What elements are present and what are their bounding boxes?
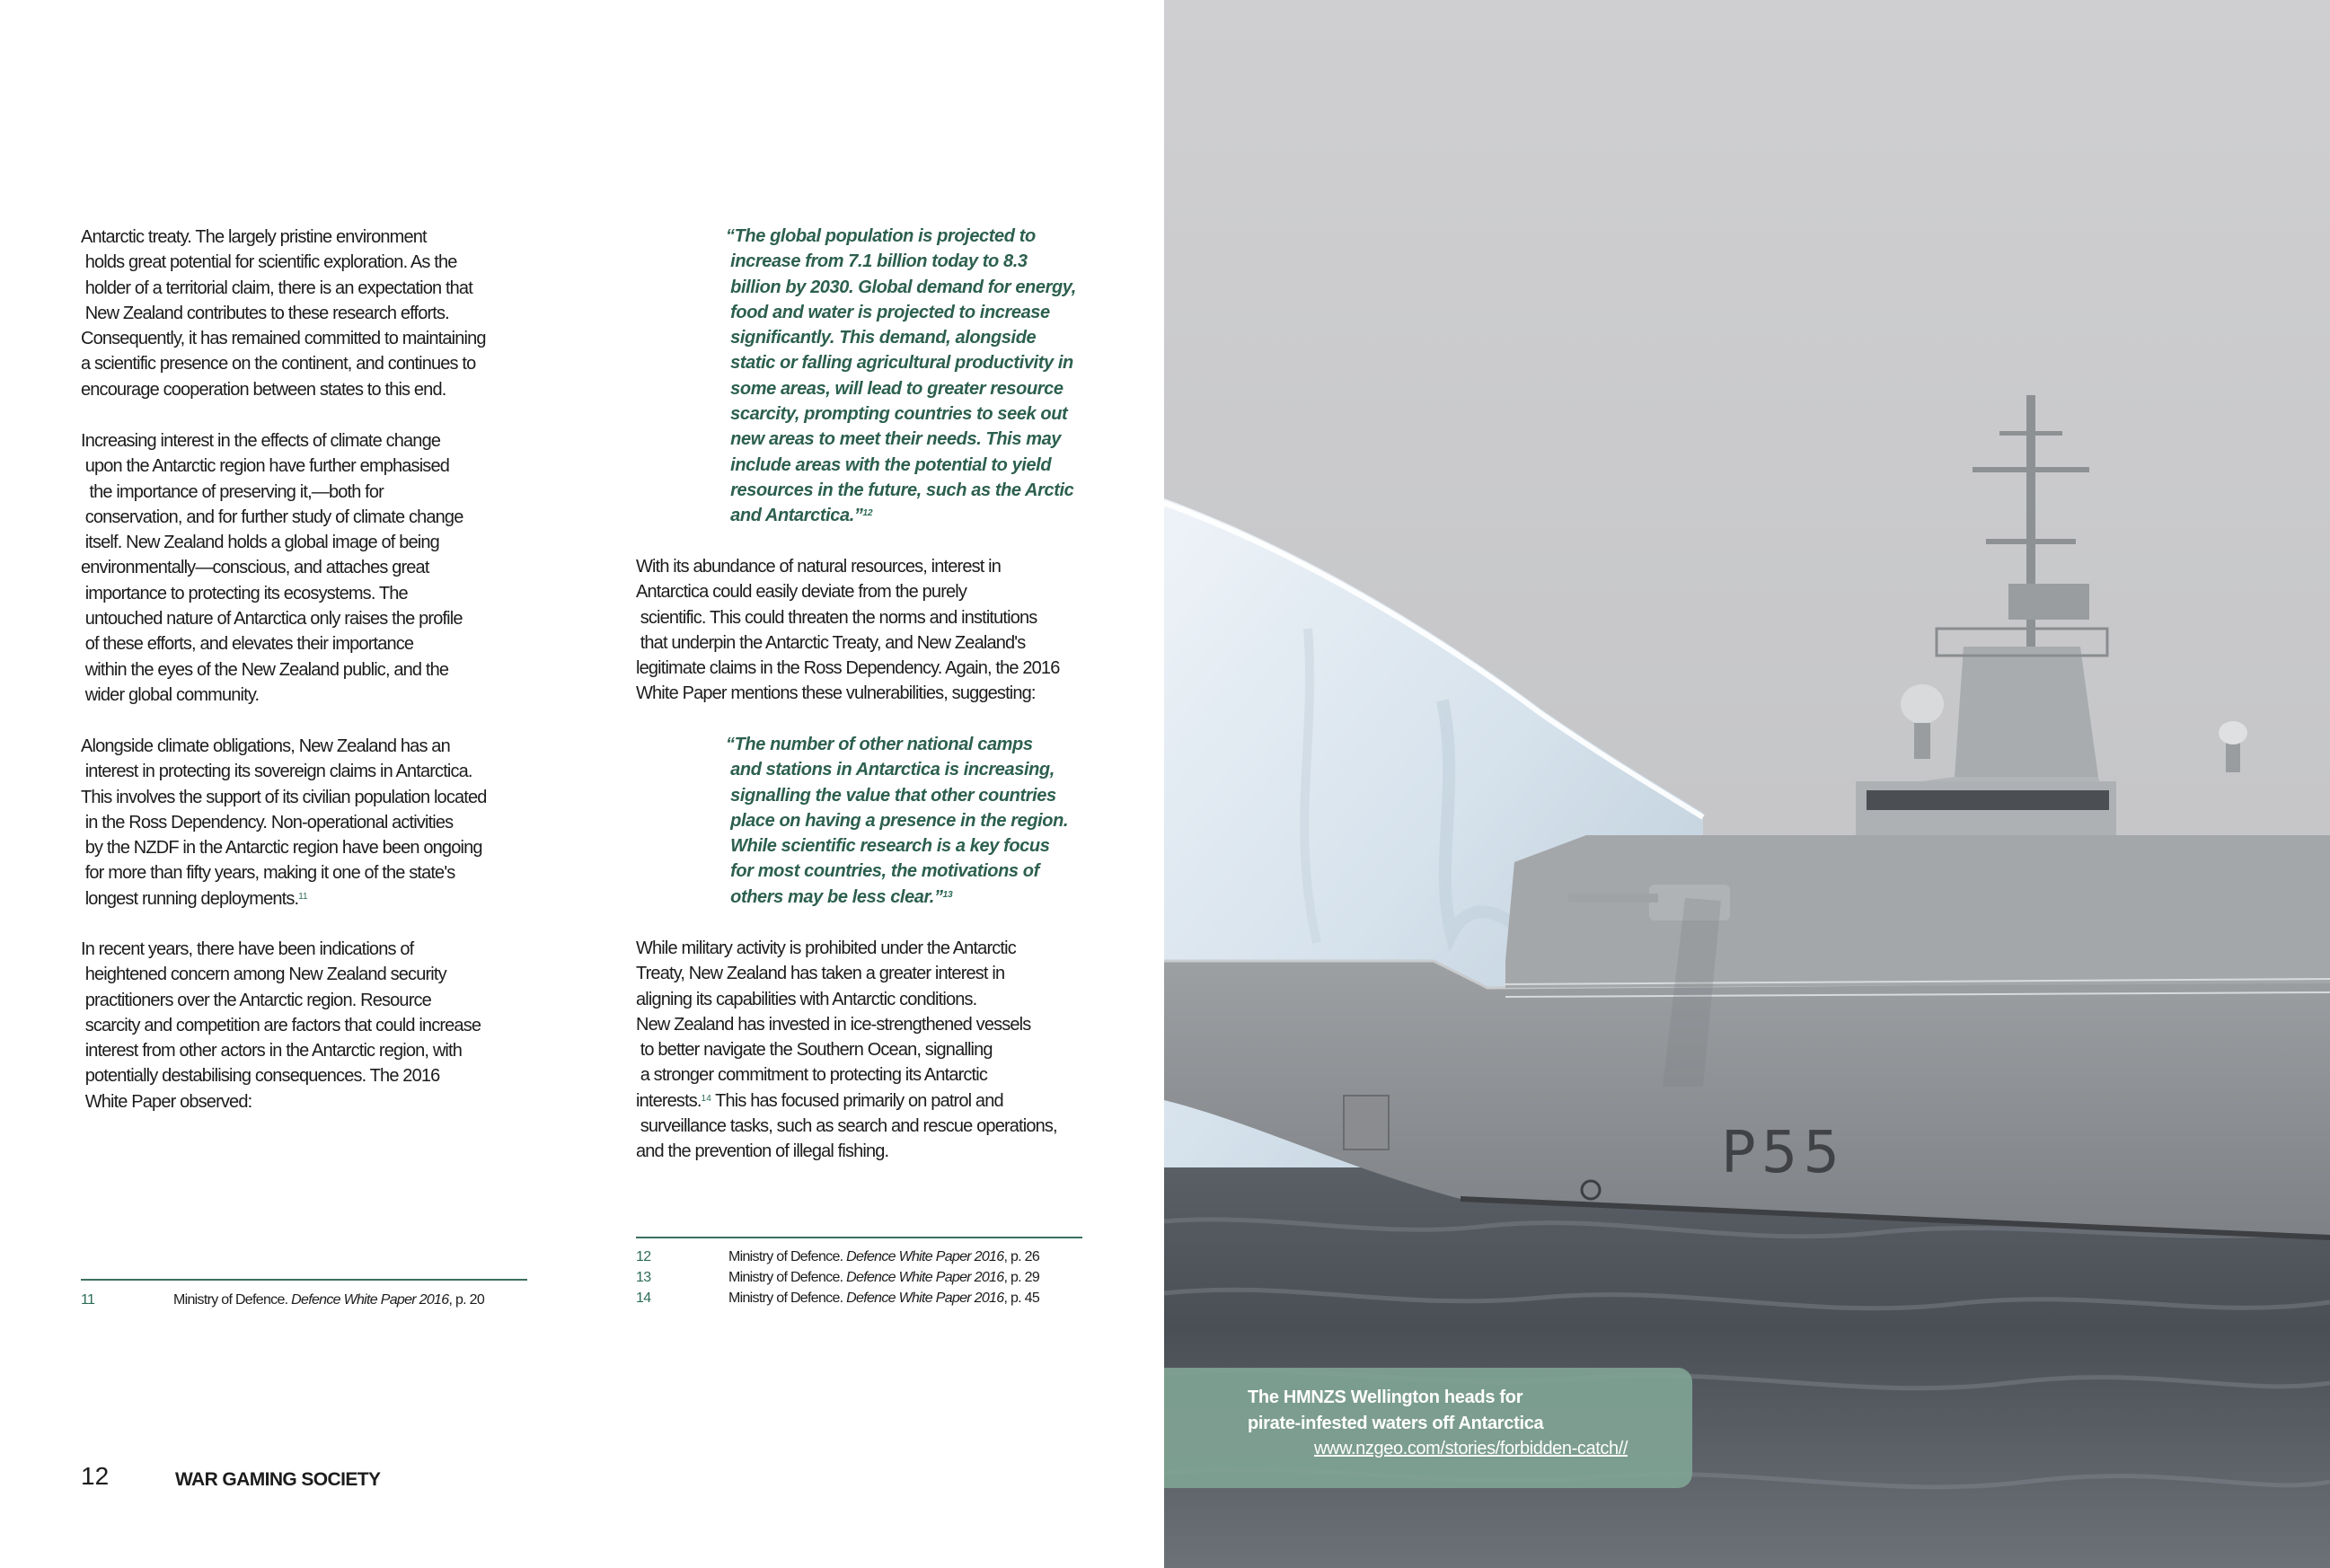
paragraph-3: [81, 734, 487, 912]
paragraph-6: [636, 936, 1057, 1165]
publication-name: WAR GAMING SOCIETY: [175, 1469, 381, 1490]
paragraph-1: Antarctic treaty. The largely pristine environment holds great potential for scientific exploration. As the holder of a territorial claim, there is an expectation that New Zealand contributes to these research efforts. Consequently, it has remained committed to maintaining a scientific presence on the continent, and continues to encourage cooperation between states to this end.: [81, 227, 486, 400]
footnote-ref-13[interactable]: 13: [942, 889, 953, 900]
footnote-number: 11: [81, 1292, 95, 1308]
footnote-number: 12: [636, 1249, 651, 1264]
pull-quote-2: [726, 732, 1068, 910]
footnote-11: [81, 1291, 527, 1310]
footnote-number: 14: [636, 1291, 651, 1306]
footnote-ref-11[interactable]: 11: [298, 891, 308, 902]
footnote-text: Ministry of Defence. Defence White Paper 2016, p. 20: [173, 1292, 485, 1308]
caption-link[interactable]: www.nzgeo.com/stories/forbidden-catch//: [1314, 1439, 1628, 1458]
paragraph-4: In recent years, there have been indications of heightened concern among New Zealand security practitioners over the Antarctic region. Resource scarcity and competition are factors that could increase interest from other actors in the Antarctic region, with potentially destabilising consequences. The 2016 White Paper observed:: [81, 939, 481, 1112]
paragraph-2: Increasing interest in the effects of climate change upon the Antarctic region have further emphasised the importance of preserving it,—both for conservation, and for further study of climate change itself. New Zealand holds a global image of being environmentally—conscious, and attaches great importance to protecting its ecosystems. The untouched nature of Antarctica only raises the profile of these efforts, and elevates their importance within the eyes of the New Zealand public, and the wider global community.: [81, 431, 463, 705]
footnote-rule-left: [81, 1279, 527, 1281]
caption-line-2: pirate-infested waters off Antarctica: [1248, 1414, 1544, 1433]
footnote-text: Ministry of Defence. Defence White Paper 2016, p. 26: [728, 1249, 1040, 1264]
footnote-13: [636, 1268, 1082, 1288]
hull-number: P55: [1721, 1120, 1846, 1186]
footnote-12: [636, 1247, 1082, 1267]
paragraph-6-text-a: While military activity is prohibited under the Antarctic Treaty, New Zealand has taken a greater interest in aligning its capabilities with Antarctic conditions. New Zealand has invested in ice-strengthened vessels to better navigate the Southern Ocean, signalling a stronger commitment to protecting its Antarctic interests.: [636, 938, 1031, 1111]
page-number: 12: [81, 1462, 110, 1490]
ship-superstructure: [1505, 835, 2330, 988]
paragraph-6-text-b: This has focused primarily on patrol and surveillance tasks, such as search and rescue operations, and the prevention of illegal fishing.: [636, 1090, 1057, 1162]
paragraph-5: With its abundance of natural resources, interest in Antarctica could easily deviate from the purely scientific. This could threaten the norms and institutions that underpin the Antarctic Treaty, and New Zealand's legitimate claims in the Ross Dependency. Again, the 2016 White Paper mentions these vulnerabilities, suggesting:: [636, 557, 1060, 704]
radar-dome: [1901, 684, 1944, 724]
footnote-number: 13: [636, 1270, 651, 1285]
footnote-text: Ministry of Defence. Defence White Paper 2016, p. 45: [728, 1291, 1040, 1306]
ship-photo: [1164, 0, 2330, 1568]
footnote-text: Ministry of Defence. Defence White Paper 2016, p. 29: [728, 1270, 1040, 1285]
caption-line-1: The HMNZS Wellington heads for: [1248, 1387, 1523, 1407]
footnote-14: [636, 1289, 1082, 1308]
pull-quote-1: [726, 224, 1076, 529]
pull-quote-2-text: “The number of other national camps and stations in Antarctica is increasing, signalling the value that other countries place on having a presence in the region. While scientific research is a key focus for most countries, the motivations of others may be less clear.”: [726, 735, 1069, 907]
footnote-ref-12[interactable]: 12: [862, 508, 873, 519]
footnote-ref-14[interactable]: 14: [701, 1093, 711, 1104]
pull-quote-1-text: “The global population is projected to increase from 7.1 billion today to 8.3 billion by 2030. Global demand for energy, food and water is projected to increase significantly. This demand, alongside static or falling agricultural productivity in some areas, will lead to greater resource scarcity, prompting countries to seek out new areas to meet their needs. This may include areas with the potential to yield resources in the future, such as the Arctic and Antarctica.”: [726, 226, 1076, 526]
footnote-rule-right: [636, 1237, 1082, 1238]
ship-illustration: [1164, 0, 2330, 1568]
paragraph-3-text: Alongside climate obligations, New Zealand has an interest in protecting its sovereign claims in Antarctica. This involves the support of its civilian population located in the Ross Dependency. Non-operational activities by the NZDF in the Antarctic region have been ongoing for more than fifty years, making it one of the state's longest running deployments.: [81, 736, 487, 909]
